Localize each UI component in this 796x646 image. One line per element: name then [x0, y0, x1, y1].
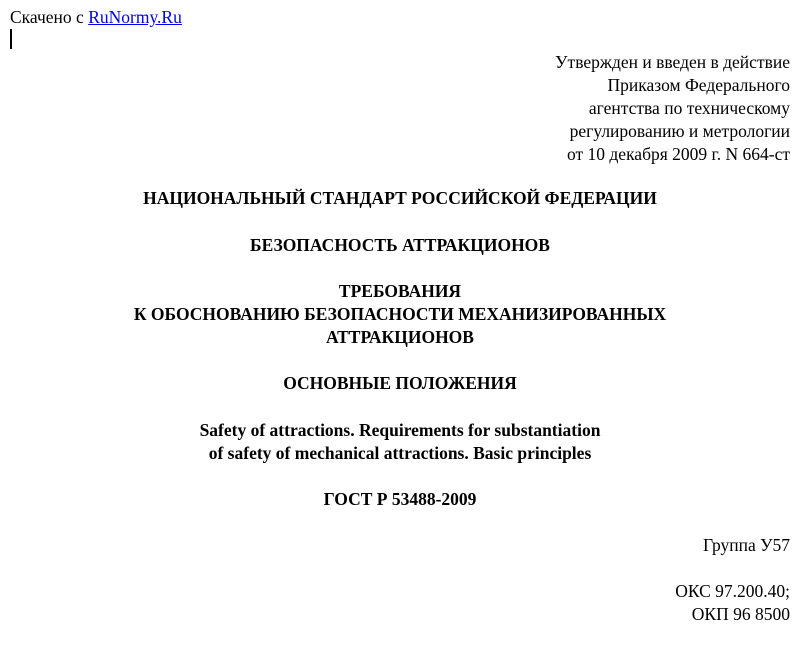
approval-line: Утвержден и введен в действие: [555, 52, 790, 72]
okp-code: ОКП 96 8500: [691, 604, 790, 624]
requirements-line: К ОБОСНОВАНИЮ БЕЗОПАСНОСТИ МЕХАНИЗИРОВАННЫХ: [133, 304, 667, 324]
group-block: [490, 534, 790, 557]
english-title-line: Safety of attractions. Requirements for substantiation: [199, 420, 601, 440]
basic-principles-title: ОСНОВНЫЕ ПОЛОЖЕНИЯ: [283, 373, 517, 393]
approval-block: [410, 51, 790, 166]
runormy-link[interactable]: RuNormy.Ru: [88, 7, 182, 27]
gost-number: ГОСТ Р 53488-2009: [323, 489, 477, 509]
basic-principles-heading: [0, 372, 796, 395]
approval-line: агентства по техническому: [588, 98, 790, 118]
text-cursor: [10, 29, 12, 49]
requirements-line: ТРЕБОВАНИЯ: [338, 281, 462, 301]
oks-code: ОКС 97.200.40;: [675, 581, 790, 601]
gost-number-heading: [0, 488, 796, 511]
download-prefix: Скачено с: [10, 7, 89, 27]
group-code: Группа У57: [702, 535, 790, 555]
approval-line: регулированию и метрологии: [569, 121, 790, 141]
safety-heading: [0, 234, 796, 257]
safety-title: БЕЗОПАСНОСТЬ АТТРАКЦИОНОВ: [250, 235, 550, 255]
download-source-line: [10, 6, 182, 29]
approval-line: Приказом Федерального: [607, 75, 790, 95]
national-standard-title: НАЦИОНАЛЬНЫЙ СТАНДАРТ РОССИЙСКОЙ ФЕДЕРАЦИИ: [143, 188, 657, 208]
national-standard-heading: [0, 187, 796, 210]
english-title-line: of safety of mechanical attractions. Basic principles: [208, 443, 592, 463]
english-title: [0, 419, 796, 465]
requirements-line: АТТРАКЦИОНОВ: [326, 327, 474, 347]
approval-line: от 10 декабря 2009 г. N 664-ст: [566, 144, 790, 164]
requirements-heading: [0, 280, 796, 349]
classification-codes: [490, 580, 790, 626]
